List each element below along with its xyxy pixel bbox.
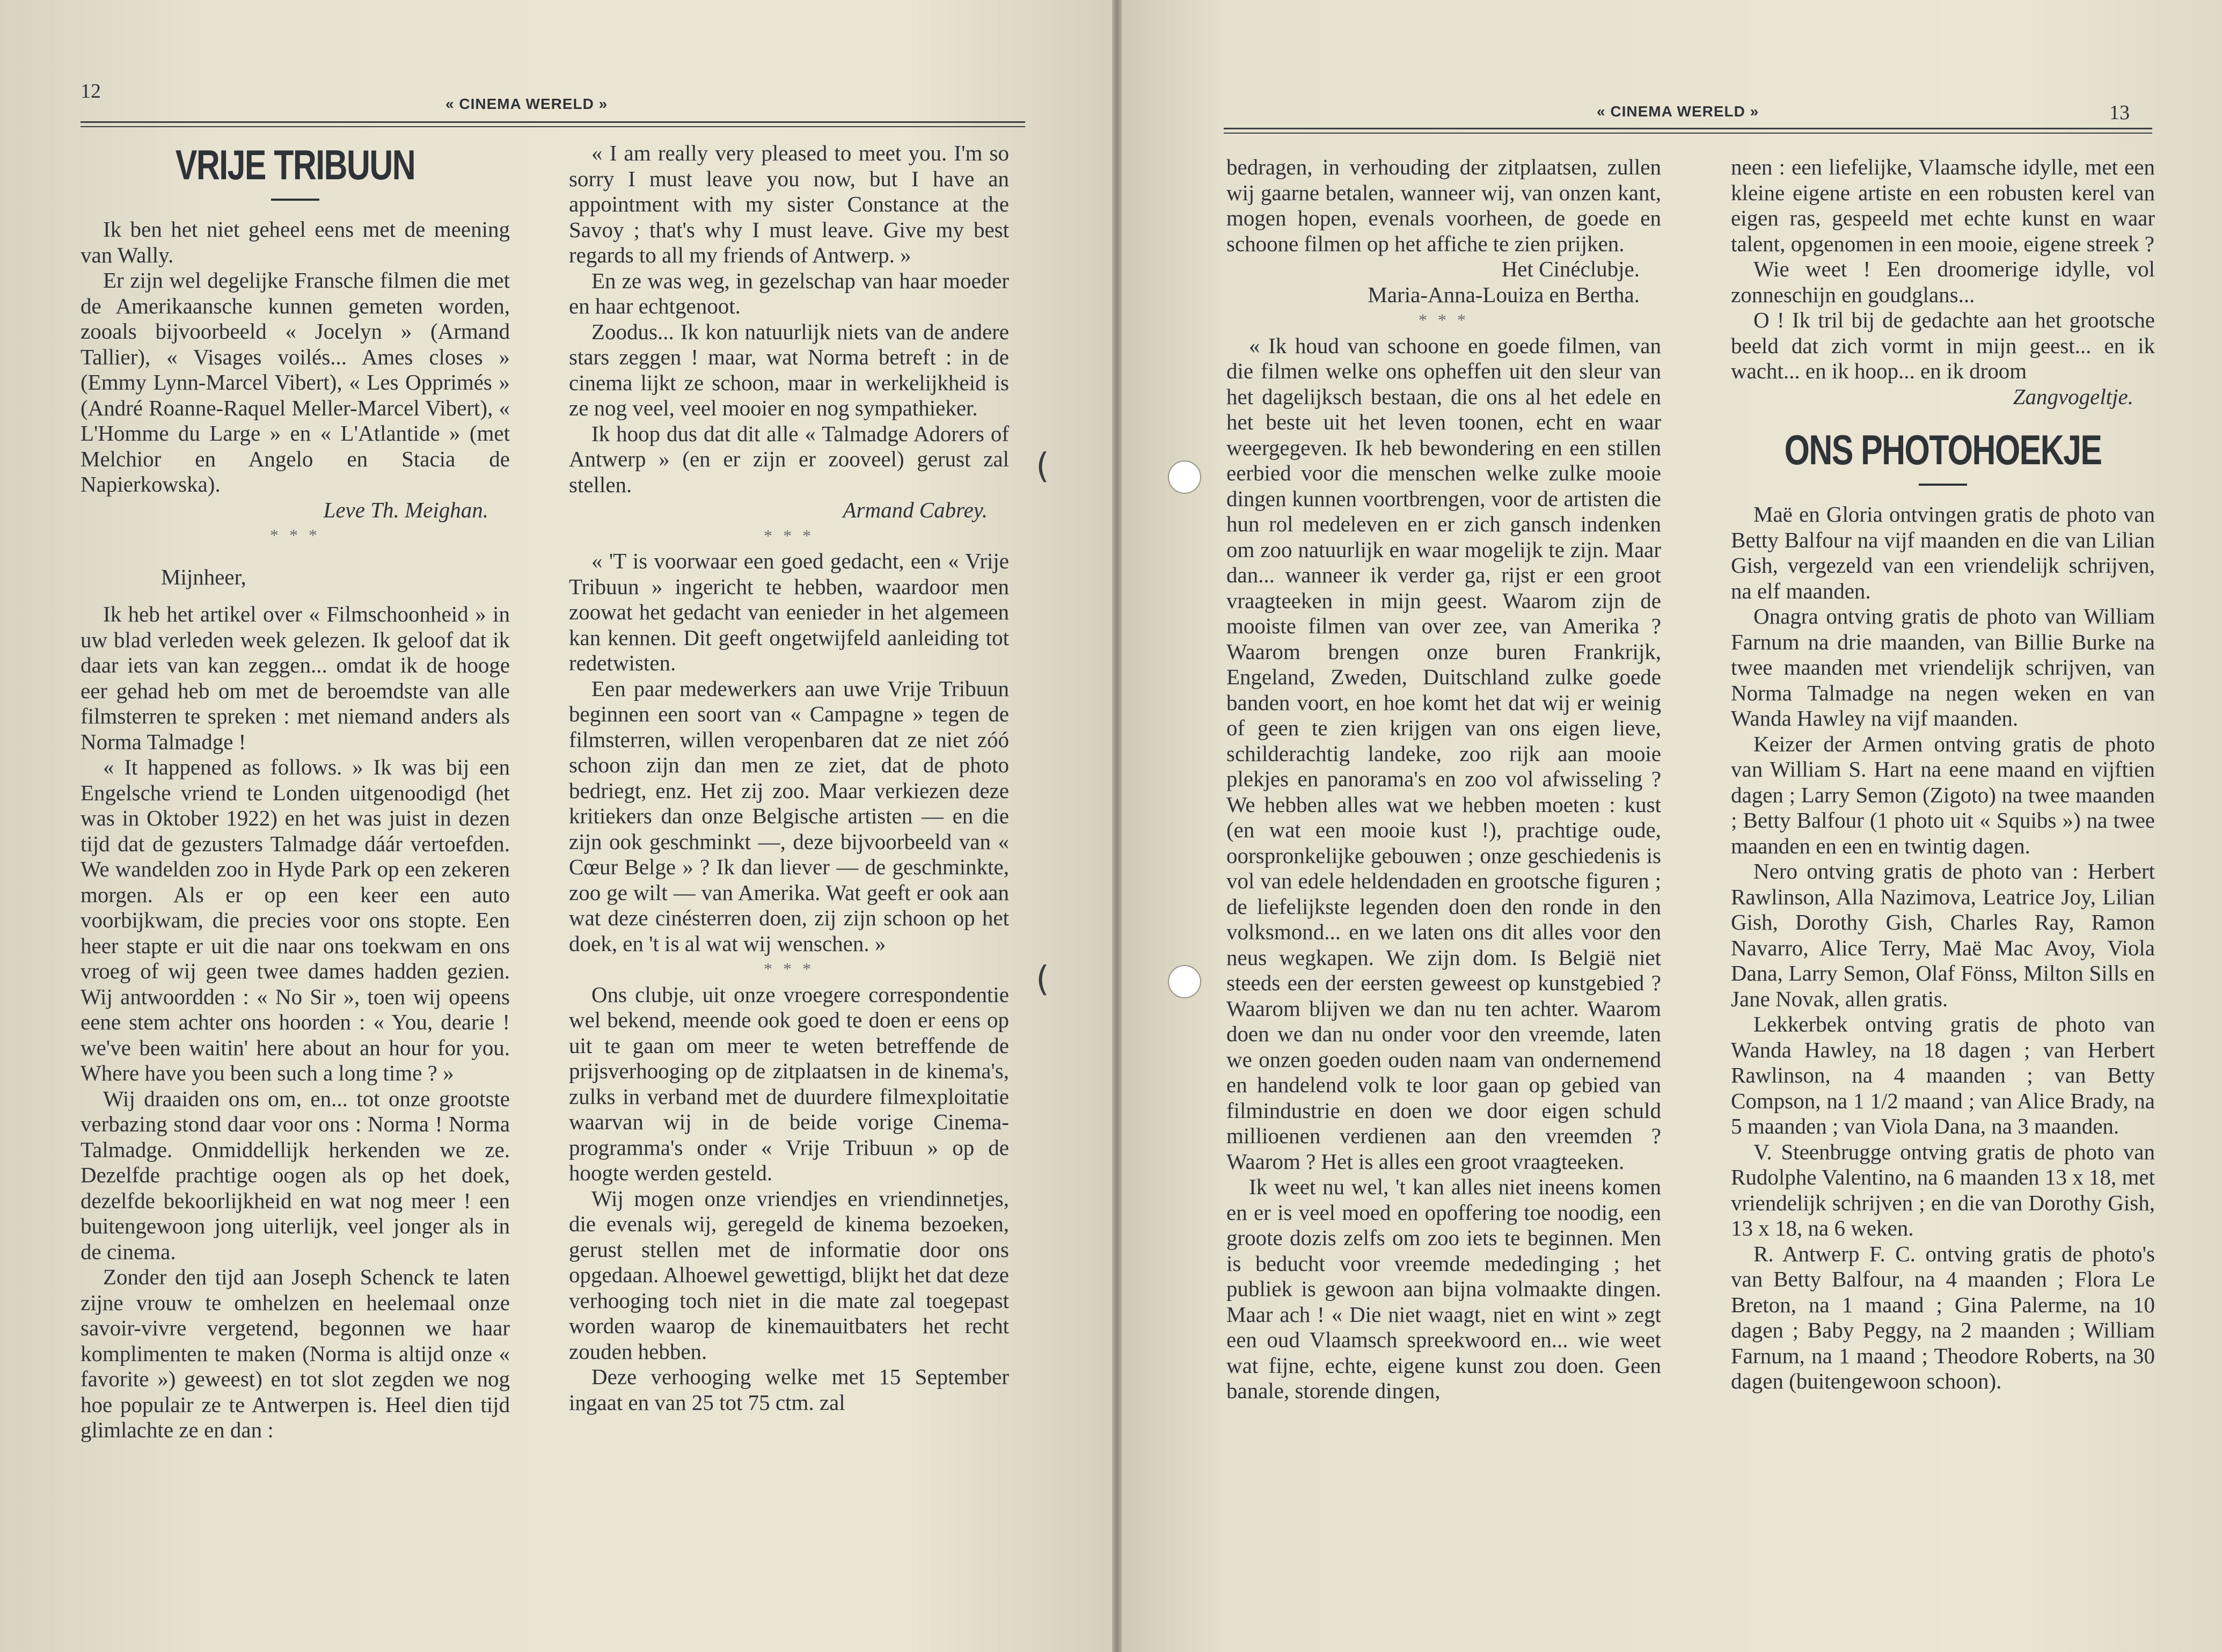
paragraph: bedragen, in verhouding der zitplaatsen, zullen wij gaarne betalen, wanneer wij, van onzen kant, mogen hopen, evenals voorheen, de goede en schoone filmen op het affiche te zien prijken. <box>1226 155 1661 256</box>
signature: Maria-Anna-Louiza en Bertha. <box>1368 282 1640 307</box>
paragraph: « Ik houd van schoone en goede filmen, van die filmen welke ons opheffen uit den sleur van het dagelijksch bestaan, die ons al het edele en het beste uit het leven toonen, echt en waar weergegeven. Ik heb bewondering en een stillen eerbied voor die menschen welke zulke mooie dingen kunnen voortbrengen, voor de artisten die hun rol medeleven en er zich gansch indenken om zoo natuurlijk en waar mogelijk te zijn. Maar dan... wanneer ik verder ga, rijst er een groot vraagteeken in mijn geest. Waarom zijn de mooiste filmen van over zee, van Amerika ? Waarom brengen onze buren Frankrijk, Engeland, Zweden, Duitschland zulke goede banden voort, en hoe komt het dat wij er weinig of geen te zien krijgen van ons eigen lieve, schilderachtig landeke, zoo rijk aan mooie plekjes en panorama's en zoo vol afwisseling ? We hebben alles wat we hebben moeten : kust (en wat een mooie kust !), prachtige oude, oorspronkelijke gebouwen ; onze geschiedenis is vol van edele heldendaden en grootsche figuren ; de liefelijkste legenden doen den ronde in den volksmond... en we laten ons dit alles voor den neus wegkapen. We zijn dom. Is België niet steeds een der eersten geweest op kunstgebied ? Waarom blijven we dan nu ten achter. Waarom doen we dan nu onder voor den vreemde, laten we onzen goeden ouden naam van ondernemend en handelend volk te loor gaan op gebied van filmindustrie en doen we door eigen schuld millioenen verdienen aan den vreemden ? Waarom ? Het is alles een groot vraagteeken. <box>1226 333 1661 1174</box>
signature: Leve Th. Meighan. <box>323 497 488 522</box>
paragraph: Zoodus... Ik kon natuurlijk niets van de andere stars zeggen ! maar, wat Norma betreft : in de cinema lijkt ze schoon, maar in werkelijkheid is ze nog veel, veel mooier en nog sympathieker. <box>569 319 1009 420</box>
binding-staple-bottom: ( <box>1036 960 1049 999</box>
punch-hole-bottom <box>1168 965 1201 998</box>
signature: Zangvogeltje. <box>2013 384 2133 409</box>
left-page-number: 12 <box>81 80 101 103</box>
section-divider: * * * <box>270 525 320 545</box>
paragraph: Wie weet ! Een droomerige idylle, vol zonneschijn en goudglans... <box>1731 257 2155 307</box>
paragraph: Wij mogen onze vriendjes en vriendinnetjes, die evenals wij, geregeld de kinema bezoeken, gerust stellen met de informatie door ons opgedaan. Alhoewel gewettigd, blijkt het dat deze verhooging toch niet in die mate zal toegepast worden waarop de kinemauitbaters het recht zouden hebben. <box>569 1186 1009 1364</box>
left-column-1 <box>81 141 510 1443</box>
paragraph: En ze was weg, in gezelschap van haar moeder en haar echtgenoot. <box>569 268 1009 318</box>
paragraph: neen : een liefelijke, Vlaamsche idylle, met een kleine eigene artiste en een robusten kerel van eigen ras, gespeeld met echte kunst en waar talent, opgenomen in een mooie, eigene streek ? <box>1731 155 2155 256</box>
left-running-title: « CINEMA WERELD » <box>445 96 608 112</box>
right-page-number: 13 <box>2109 101 2130 124</box>
photo-entry: Lekkerbek ontving gratis de photo van Wanda Hawley, na 18 dagen ; van Herbert Rawlinson, na 4 maanden ; van Betty Compson, na 1 1/2 maand ; van Alice Brady, na 5 maanden ; van Viola Dana, na 3 maanden. <box>1731 1012 2155 1138</box>
left-header-rule <box>81 121 1025 127</box>
paragraph: « It happened as follows. » Ik was bij een Engelsche vriend te Londen uitgenoodigd (het was in Oktober 1922) en het was juist in dezen tijd dat de gezusters Talmadge dáár vertoefden. We wandelden zoo in Hyde Park op een zekeren morgen. Als er op een keer een auto voorbijkwam, die precies voor ons stopte. Een heer stapte er uit die naar ons toekwam en ons vroeg of wij geen twee dames hadden gezien. Wij antwoordden : « No Sir », toen wij opeens eene stem achter ons hoorden : « You, dearie ! we've been waitin' here about an hour for you. Where have you been such a long time ? » <box>81 755 510 1085</box>
paragraph: Ik ben het niet geheel eens met de meening van Wally. <box>81 217 510 267</box>
paragraph: « 'T is voorwaar een goed gedacht, een « Vrije Tribuun » ingericht te hebben, waardoor men zoowat het gedacht van eenieder in het algemeen kan kennen. Dit geeft ongetwijfeld aanleiding tot redetwisten. <box>569 549 1009 675</box>
paragraph: Ik weet nu wel, 't kan alles niet ineens komen en er is veel moed en opoffering toe noodig, een groote dozis zelfs om zoo iets te beginnen. Men is beducht voor vreemde mededinging ; het publiek is gewoon aan bijna volmaakte dingen. Maar ach ! « Die niet waagt, niet en wint » zegt een oud Vlaamsch spreekwoord en... wie weet wat fijne, echte, eigene kunst zou doen. Geen banale, storende dingen, <box>1226 1174 1661 1403</box>
photo-entry: V. Steenbrugge ontving gratis de photo van Rudolphe Valentino, na 6 maanden 13 x 18, met vriendelijk schrijven ; en die van Dorothy Gish, 13 x 18, na 6 weken. <box>1731 1139 2155 1240</box>
right-running-title: « CINEMA WERELD » <box>1597 103 1759 120</box>
right-header-rule <box>1224 128 2152 134</box>
paragraph: Er zijn wel degelijke Fransche filmen die met de Amerikaansche kunnen gemeten worden, zooals bijvoorbeeld « Jocelyn » (Armand Tallier), « Visages voilés... Ames closes » (Emmy Lynn-Marcel Vibert), « Les Opprimés » (André Roanne-Raquel Meller-Marcel Vibert), « L'Homme du Large » en « L'Atlantide » (met Melchior en Angelo en Stacia de Napierkowska). <box>81 268 510 496</box>
photo-entry: Onagra ontving gratis de photo van William Farnum na drie maanden, van Billie Burke na twee maanden met vriendelijk schrijven, van Norma Talmadge na negen weken en van Wanda Hawley na vijf maanden. <box>1731 604 2155 730</box>
paragraph: « I am really very pleased to meet you. I'm so sorry I must leave you now, but I have an appointment with my sister Constance at the Savoy ; that's why I must leave. Give my best regards to all my friends of Antwerp. » <box>569 141 1009 267</box>
photo-entry: Maë en Gloria ontvingen gratis de photo van Betty Balfour na vijf maanden en die van Lilian Gish, vergezeld van een vriendelijk schrijven, na elf maanden. <box>1731 502 2155 603</box>
section-divider: * * * <box>764 959 814 978</box>
vrije-tribuun-heading: VRIJE TRIBUUN <box>175 141 415 188</box>
heading-rule <box>1919 484 1967 486</box>
paragraph: O ! Ik tril bij de gedachte aan het grootsche beeld dat zich vormt in mijn geest... en ik wacht... en ik hoop... en ik droom <box>1731 308 2155 383</box>
paragraph: Een paar medewerkers aan uwe Vrije Tribuun beginnen een soort van « Campagne » tegen de filmsterren, willen veropenbaren dat ze niet zóó schoon zijn dan men ze ziet, dat de photo bedriegt, enz. Het zij zoo. Maar verkiezen deze kritiekers dan onze Belgische artisten — en die zijn ook geschminkt —, deze bijvoorbeeld van « Cœur Belge » ? Ik dan liever — de geschminkte, zoo ge wilt — van Amerika. Wat geeft er ook aan wat deze cinésterren doen, zij zijn schoon op het doek, en 't is al wat wij wenschen. » <box>569 676 1009 956</box>
right-column-2 <box>1731 155 2155 1394</box>
paragraph: Ons clubje, uit onze vroegere correspondentie wel bekend, meende ook goed te doen er eens op uit te gaan om meer te weten betreffende de prijsverhooging op de zitplaatsen in de kinema's, zulks in verband met de duurdere filmexploitatie waarvan wij in de beide vorige Cinema-programma's onder « Vrije Tribuun » op de hoogte werden gesteld. <box>569 982 1009 1185</box>
section-divider: * * * <box>1419 310 1469 330</box>
punch-hole-top <box>1168 460 1201 494</box>
photo-entry: Keizer der Armen ontving gratis de photo van William S. Hart na eene maand en vijftien dagen ; Larry Semon (Zigoto) na twee maanden ; Betty Balfour (1 photo uit « Squibs ») na twee maanden en een en twintig dagen. <box>1731 731 2155 858</box>
paragraph: Zonder den tijd aan Joseph Schenck te laten zijne vrouw te omhelzen en heelemaal onze savoir-vivre vergetend, begonnen we haar komplimenten te maken (Norma is altijd onze « favorite ») geweest) en tot slot zegden we nog hoe populair ze te Antwerpen is. Heel dien tijd glimlachte ze en dan : <box>81 1264 510 1442</box>
signature: Het Cinéclubje. <box>1501 257 1640 281</box>
left-column-2 <box>569 141 1009 1415</box>
salutation: Mijnheer, <box>161 564 246 589</box>
paragraph: Ik hoop dus dat dit alle « Talmadge Adorers of Antwerp » (en er zijn er zooveel) gerust zal stellen. <box>569 421 1009 497</box>
right-column-1 <box>1226 155 1661 1404</box>
paragraph: Deze verhooging welke met 15 September ingaat en van 25 tot 75 ctm. zal <box>569 1364 1009 1415</box>
binding-staple-top: ( <box>1036 447 1049 486</box>
photo-entry: R. Antwerp F. C. ontving gratis de photo's van Betty Balfour, na 4 maanden ; Flora Le Breton, na 1 maand ; Gina Palerme, na 10 dagen ; Baby Peggy, na 2 maanden ; William Farnum, na 1 maand ; Theodore Roberts, na 30 dagen (buitengewoon schoon). <box>1731 1241 2155 1393</box>
photo-entry: Nero ontving gratis de photo van : Herbert Rawlinson, Alla Nazimova, Leatrice Joy, Lilian Gish, Dorothy Gish, Charles Ray, Ramon Navarro, Alice Terry, Maë Mac Avoy, Viola Dana, Larry Semon, Olaf Fönss, Milton Sills en Jane Novak, allen gratis. <box>1731 859 2155 1011</box>
paragraph: Wij draaiden ons om, en... tot onze grootste verbazing stond daar voor ons : Norma ! Norma Talmadge. Onmiddellijk herkenden we ze. Dezelfde prachtige oogen als op het doek, dezelfde bekoorlijkheid en wat nog meer ! een buitengewoon jong uiterlijk, veel jonger als in de cinema. <box>81 1086 510 1264</box>
paragraph: Ik heb het artikel over « Filmschoonheid » in uw blad verleden week gelezen. Ik geloof dat ik daar iets van kan zeggen... omdat ik de hooge eer gehad heb om met de beroemdste van alle filmsterren te spreken : met niemand anders als Norma Talmadge ! <box>81 602 510 754</box>
heading-rule <box>271 199 319 201</box>
book-gutter <box>1112 0 1122 1652</box>
ons-photohoekje-heading: ONS PHOTOHOEKJE <box>1784 426 2102 473</box>
section-divider: * * * <box>764 525 814 545</box>
signature: Armand Cabrey. <box>843 498 988 522</box>
